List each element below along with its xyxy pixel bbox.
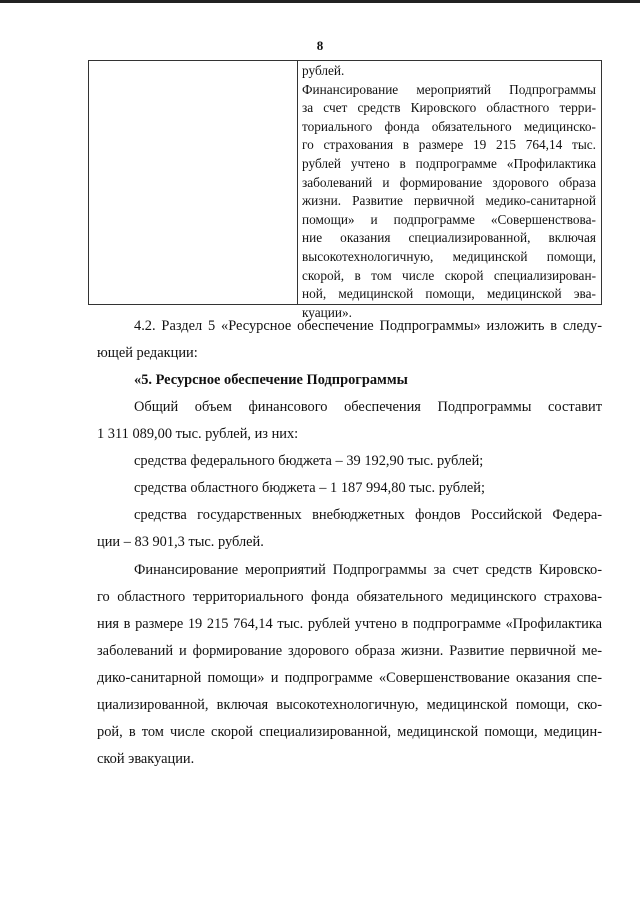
table-cell-line: рублей учтено в подпрограмме «Профилактика — [302, 155, 596, 171]
text-line: циализированной, включая высокотехнологичную, медицинской помощи, ско- — [97, 697, 602, 713]
text-line: ния в размере 19 215 764,14 тыс. рублей учтено в подпрограмме «Профилактика — [97, 616, 602, 632]
federal-budget-text: средства федерального бюджета – 39 192,90 тыс. рублей; — [134, 453, 484, 469]
total-funding-paragraph — [97, 394, 602, 448]
table-cell-line: заболеваний и формирование здорового образа — [302, 174, 596, 190]
text-line: ции – 83 901,3 тыс. рублей. — [97, 534, 264, 550]
section-heading: «5. Ресурсное обеспечение Подпрограммы — [134, 372, 408, 388]
federal-budget-item — [97, 448, 602, 475]
table-cell-line: за счет средств Кировского областного терри- — [302, 100, 596, 116]
text-line: рой, в том числе скорой специализированной, медицинской помощи, медицин- — [97, 724, 602, 740]
section-heading-block — [97, 367, 602, 394]
table-cell-line: жизни. Развитие первичной медико-санитарной — [302, 193, 596, 209]
regional-budget-item — [97, 475, 602, 502]
table-cell-line: го страхования в размере 19 215 764,14 тыс. — [302, 137, 596, 153]
financing-paragraph — [97, 557, 602, 773]
table-cell-line: высокотехнологичную, медицинской помощи, — [302, 248, 596, 264]
table-right-cell — [298, 61, 601, 320]
text-line: заболеваний и формирование здорового образа жизни. Развитие первичной ме- — [97, 643, 602, 659]
text-line: 4.2. Раздел 5 «Ресурсное обеспечение Подпрограммы» изложить в следу- — [134, 318, 602, 334]
table-cell-line: Финансирование мероприятий Подпрограммы — [302, 81, 596, 97]
table-cell-line: ториального фонда обязательного медицинско- — [302, 118, 596, 134]
top-border-rule — [0, 0, 640, 3]
section-intro-paragraph — [97, 313, 602, 367]
table-cell-line: ние оказания специализированной, включая — [302, 230, 596, 246]
text-line: ющей редакции: — [97, 345, 198, 361]
text-line: средства государственных внебюджетных фондов Российской Федера- — [134, 507, 602, 523]
text-line: дико-санитарной помощи» и подпрограмме «Совершенствование оказания спе- — [97, 670, 602, 686]
extra-budget-funds-paragraph — [97, 502, 602, 556]
table-cell-line: куации». — [302, 304, 352, 320]
table-cell-line: ной, медицинской помощи, медицинской эва- — [302, 286, 596, 302]
text-line: Общий объем финансового обеспечения Подпрограммы составит — [134, 399, 602, 415]
table-cell-line: помощи» и подпрограмме «Совершенствова- — [302, 211, 596, 227]
text-line: го областного территориального фонда обязательного медицинского страхова- — [97, 589, 602, 605]
text-line: 1 311 089,00 тыс. рублей, из них: — [97, 426, 299, 442]
text-line: Финансирование мероприятий Подпрограммы за счет средств Кировско- — [134, 562, 602, 578]
page-number: 8 — [316, 38, 324, 53]
continuation-table — [88, 60, 602, 320]
table-cell-line: скорой, в том числе скорой специализирован- — [302, 267, 596, 283]
regional-budget-text: средства областного бюджета – 1 187 994,80 тыс. рублей; — [134, 480, 485, 496]
table-left-cell — [89, 61, 298, 304]
table-cell-line: рублей. — [302, 63, 345, 78]
text-line: ской эвакуации. — [97, 751, 195, 767]
